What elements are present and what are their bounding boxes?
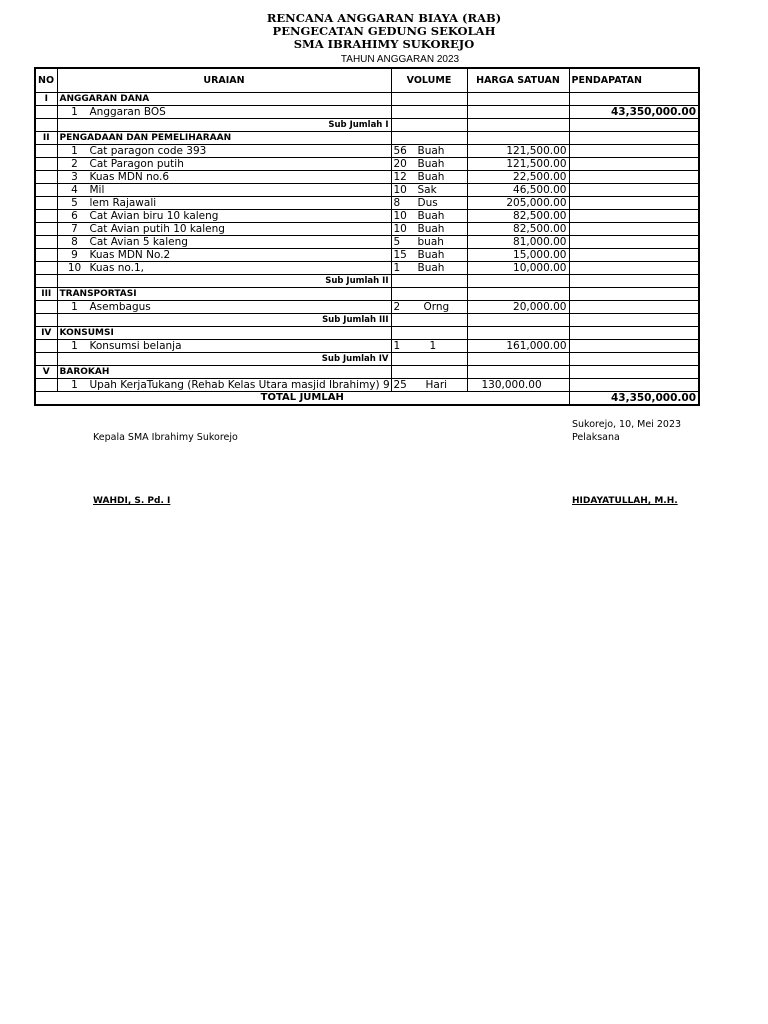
table-cell xyxy=(57,236,391,249)
cell-text: Upah KerjaTukang (Rehab Kelas Utara masjid Ibrahimy) 9 xyxy=(89,379,390,391)
section-row xyxy=(35,132,699,145)
table-cell xyxy=(467,106,569,119)
cell-text: 1 xyxy=(429,340,437,352)
table-cell: 22,500.00 xyxy=(467,171,569,184)
table-cell xyxy=(57,223,391,236)
table-cell xyxy=(35,158,57,171)
subtotal-row xyxy=(35,275,699,288)
section-row xyxy=(35,93,699,106)
table-cell: 81,000.00 xyxy=(467,236,569,249)
table-cell: V xyxy=(35,366,57,379)
cell-text: Buah xyxy=(417,145,445,157)
table-cell xyxy=(569,132,699,145)
table-cell xyxy=(391,379,467,392)
table-cell xyxy=(391,197,467,210)
table-cell xyxy=(57,184,391,197)
table-cell xyxy=(569,223,699,236)
table-cell xyxy=(569,366,699,379)
table-cell xyxy=(391,132,467,145)
table-cell xyxy=(57,301,391,314)
table-row xyxy=(35,106,699,119)
section-row xyxy=(35,366,699,379)
document-subtitle-activity: PENGECATAN GEDUNG SEKOLAH xyxy=(272,24,496,38)
cell-text: 12 xyxy=(393,171,407,183)
cell-text: Buah xyxy=(417,223,445,235)
table-cell xyxy=(467,314,569,327)
table-cell xyxy=(391,288,467,301)
table-row xyxy=(35,236,699,249)
cell-text: Kuas no.1, xyxy=(89,262,145,274)
section-row xyxy=(35,327,699,340)
table-cell xyxy=(569,275,699,288)
table-row xyxy=(35,171,699,184)
table-row xyxy=(35,249,699,262)
table-cell xyxy=(467,132,569,145)
cell-text: 1 xyxy=(71,145,78,157)
col-no: NO xyxy=(35,68,57,93)
table-cell: 121,500.00 xyxy=(467,145,569,158)
cell-text: Cat Avian 5 kaleng xyxy=(89,236,188,248)
cell-text: 20 xyxy=(393,158,407,170)
table-cell xyxy=(57,197,391,210)
table-cell xyxy=(35,171,57,184)
col-pendapatan: PENDAPATAN xyxy=(569,68,699,93)
table-cell xyxy=(467,288,569,301)
table-cell xyxy=(35,210,57,223)
table-cell xyxy=(57,249,391,262)
table-cell: 46,500.00 xyxy=(467,184,569,197)
table-cell xyxy=(35,353,57,366)
cell-text: Buah xyxy=(417,158,445,170)
table-cell xyxy=(391,249,467,262)
cell-text: 1 xyxy=(71,301,78,313)
cell-text: 1 xyxy=(393,262,401,274)
cell-text: Cat Avian putih 10 kaleng xyxy=(89,223,225,235)
table-cell: 205,000.00 xyxy=(467,197,569,210)
table-cell xyxy=(35,314,57,327)
table-cell xyxy=(569,119,699,132)
section-title: ANGGARAN DANA xyxy=(57,93,391,106)
table-cell xyxy=(391,353,467,366)
table-cell xyxy=(391,145,467,158)
budget-table xyxy=(34,67,700,406)
table-cell xyxy=(57,106,391,119)
cell-text: 1 xyxy=(71,106,78,118)
col-harga: HARGA SATUAN xyxy=(467,68,569,93)
cell-text: Sak xyxy=(417,184,437,196)
cell-text: Dus xyxy=(417,197,438,209)
table-cell: IV xyxy=(35,327,57,340)
item-name: Anggaran BOS xyxy=(89,106,166,118)
table-cell: 10,000.00 xyxy=(467,262,569,275)
table-cell xyxy=(569,340,699,353)
table-row xyxy=(35,262,699,275)
table-cell: 15,000.00 xyxy=(467,249,569,262)
cell-text: Orng xyxy=(423,301,450,313)
cell-text: 10 xyxy=(67,262,82,274)
cell-text: 7 xyxy=(71,223,78,235)
table-cell: 82,500.00 xyxy=(467,210,569,223)
table-row xyxy=(35,184,699,197)
table-cell xyxy=(57,379,391,392)
cell-text: Cat Avian biru 10 kaleng xyxy=(89,210,219,222)
document-title: RENCANA ANGGARAN BIAYA (RAB) xyxy=(266,11,502,25)
cell-text: 5 xyxy=(71,197,78,209)
right-signatory-role: Pelaksana xyxy=(572,432,620,443)
table-cell: I xyxy=(35,93,57,106)
table-cell: Sub Jumlah IV xyxy=(57,353,391,366)
table-cell xyxy=(35,340,57,353)
cell-text: Kuas MDN no.6 xyxy=(89,171,170,183)
cell-text: 56 xyxy=(393,145,407,157)
cell-text: Buah xyxy=(417,171,445,183)
table-row xyxy=(35,210,699,223)
cell-text: 10 xyxy=(393,223,407,235)
table-cell xyxy=(569,314,699,327)
table-cell xyxy=(391,106,467,119)
table-cell xyxy=(391,93,467,106)
cell-text: 1 xyxy=(71,379,78,391)
table-row xyxy=(35,301,699,314)
cell-text: 5 xyxy=(393,236,401,248)
section-title: KONSUMSI xyxy=(57,327,391,340)
cell-text: 8 xyxy=(393,197,401,209)
table-cell xyxy=(35,145,57,158)
cell-text: Konsumsi belanja xyxy=(89,340,182,352)
table-cell xyxy=(569,262,699,275)
table-cell: 20,000.00 xyxy=(467,301,569,314)
table-cell: Sub Jumlah III xyxy=(57,314,391,327)
table-cell xyxy=(467,93,569,106)
table-cell xyxy=(57,171,391,184)
cell-text: 15 xyxy=(393,249,407,261)
table-cell xyxy=(35,119,57,132)
table-cell xyxy=(391,158,467,171)
table-cell xyxy=(391,119,467,132)
left-signatory-role: Kepala SMA Ibrahimy Sukorejo xyxy=(93,432,238,443)
table-cell: 130,000.00 xyxy=(467,379,569,392)
table-cell xyxy=(569,184,699,197)
cell-text: Hari xyxy=(425,379,448,391)
subtotal-row xyxy=(35,314,699,327)
cell-text: 3 xyxy=(71,171,78,183)
table-cell xyxy=(391,340,467,353)
table-cell xyxy=(467,353,569,366)
cell-text: 10 xyxy=(393,210,407,222)
cell-text: buah xyxy=(417,236,444,248)
cell-text: Buah xyxy=(417,262,445,274)
table-cell xyxy=(391,314,467,327)
table-cell xyxy=(391,262,467,275)
cell-text: Buah xyxy=(417,249,445,261)
subtotal-row xyxy=(35,119,699,132)
table-cell xyxy=(35,301,57,314)
table-cell xyxy=(569,301,699,314)
cell-text: 4 xyxy=(71,184,78,196)
table-cell xyxy=(569,327,699,340)
table-cell xyxy=(35,197,57,210)
fiscal-year: TAHUN ANGGARAN 2023 xyxy=(340,54,460,65)
table-cell xyxy=(569,288,699,301)
col-uraian: URAIAN xyxy=(57,68,391,93)
table-cell xyxy=(569,210,699,223)
table-cell xyxy=(569,158,699,171)
table-cell xyxy=(35,262,57,275)
left-signatory-name: WAHDI, S. Pd. I xyxy=(93,496,171,506)
section-title: TRANSPORTASI xyxy=(57,288,391,301)
table-cell xyxy=(35,184,57,197)
table-cell xyxy=(391,275,467,288)
table-cell xyxy=(57,340,391,353)
table-cell: III xyxy=(35,288,57,301)
table-cell xyxy=(569,171,699,184)
cell-text: 6 xyxy=(71,210,78,222)
cell-text: Asembagus xyxy=(89,301,151,313)
table-cell: 121,500.00 xyxy=(467,158,569,171)
cell-text: Buah xyxy=(417,210,445,222)
table-cell: II xyxy=(35,132,57,145)
table-cell xyxy=(569,236,699,249)
income-value: 43,350,000.00 xyxy=(569,106,699,119)
table-cell xyxy=(391,171,467,184)
cell-text: 10 xyxy=(393,184,407,196)
cell-text: Cat paragon code 393 xyxy=(89,145,207,157)
table-cell xyxy=(57,210,391,223)
cell-text: lem Rajawali xyxy=(89,197,157,209)
section-title: PENGADAAN DAN PEMELIHARAAN xyxy=(57,132,391,145)
col-volume: VOLUME xyxy=(391,68,467,93)
table-cell xyxy=(35,223,57,236)
right-signatory-name: HIDAYATULLAH, M.H. xyxy=(572,496,678,506)
cell-text: 9 xyxy=(71,249,78,261)
table-cell xyxy=(391,223,467,236)
table-cell xyxy=(467,327,569,340)
table-cell: Sub Jumlah I xyxy=(57,119,391,132)
cell-text: 8 xyxy=(71,236,78,248)
cell-text: 2 xyxy=(393,301,401,313)
table-cell xyxy=(391,327,467,340)
section-row xyxy=(35,288,699,301)
table-cell xyxy=(35,379,57,392)
section-title: BAROKAH xyxy=(57,366,391,379)
cell-text: Kuas MDN No.2 xyxy=(89,249,171,261)
table-cell xyxy=(57,145,391,158)
table-cell xyxy=(467,366,569,379)
table-row xyxy=(35,197,699,210)
cell-text: 1 xyxy=(71,340,78,352)
table-cell xyxy=(57,262,391,275)
cell-text: Cat Paragon putih xyxy=(89,158,184,170)
table-row xyxy=(35,158,699,171)
table-cell xyxy=(467,119,569,132)
table-cell: 82,500.00 xyxy=(467,223,569,236)
table-cell xyxy=(569,93,699,106)
table-cell xyxy=(569,249,699,262)
subtotal-row xyxy=(35,353,699,366)
table-cell: 161,000.00 xyxy=(467,340,569,353)
cell-text: 25 xyxy=(393,379,407,391)
table-cell xyxy=(391,210,467,223)
table-cell xyxy=(391,366,467,379)
document-subtitle-school: SMA IBRAHIMY SUKOREJO xyxy=(293,37,475,51)
table-header-row xyxy=(35,68,699,93)
cell-text: Mil xyxy=(89,184,105,196)
table-cell xyxy=(467,275,569,288)
table-cell xyxy=(35,275,57,288)
cell-text: 1 xyxy=(393,340,401,352)
place-date: Sukorejo, 10, Mei 2023 xyxy=(572,419,682,430)
table-cell: Sub Jumlah II xyxy=(57,275,391,288)
table-cell xyxy=(57,158,391,171)
total-label: TOTAL JUMLAH xyxy=(35,392,569,406)
table-row xyxy=(35,145,699,158)
table-cell xyxy=(35,249,57,262)
cell-text: 2 xyxy=(71,158,78,170)
table-row xyxy=(35,223,699,236)
table-cell xyxy=(35,236,57,249)
table-cell xyxy=(391,236,467,249)
table-cell xyxy=(569,379,699,392)
table-cell xyxy=(391,301,467,314)
table-cell xyxy=(35,106,57,119)
total-value: 43,350,000.00 xyxy=(569,392,699,406)
table-cell xyxy=(569,353,699,366)
table-cell xyxy=(391,184,467,197)
table-row xyxy=(35,340,699,353)
total-row xyxy=(35,392,699,406)
table-cell xyxy=(569,145,699,158)
table-cell xyxy=(569,197,699,210)
table-row xyxy=(35,379,699,392)
